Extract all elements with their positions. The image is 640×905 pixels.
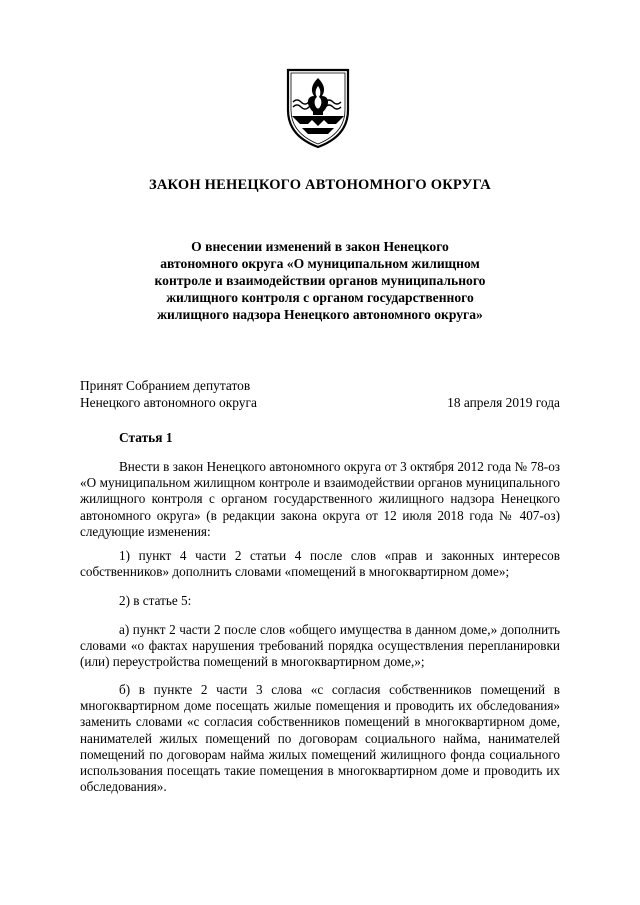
text-line: словами «о фактах нарушения требований порядка осуществления перепланировки (80, 638, 560, 654)
text-line: использования посещать такие помещения в многоквартирном доме и проводить их (80, 762, 560, 778)
law-subtitle (80, 238, 560, 323)
text-line: автономного округа» (в редакции закона округа от 12 июля 2018 года № 407-оз) (80, 507, 560, 523)
adoption-date: 18 апреля 2019 года (447, 395, 560, 410)
paragraph-intro (80, 459, 560, 540)
text-line: обследования». (80, 779, 167, 795)
text-line: собственников» дополнить словами «помещений в многоквартирном доме»; (80, 564, 510, 580)
subtitle-line: О внесении изменений в закон Ненецкого (191, 239, 449, 254)
text-line: (или) переустройства помещений в многоквартирном доме,»; (80, 654, 425, 670)
text-line: жилищного контроля с органом государственного жилищного надзора Ненецкого (80, 491, 560, 507)
article-heading: Статья 1 (119, 430, 173, 445)
paragraph-item-2a (80, 622, 560, 671)
text-line: б) в пункте 2 части 3 слова «с согласия собственников помещений в (119, 682, 560, 697)
text-line: а) пункт 2 части 2 после слов «общего имущества в данном доме,» дополнить (119, 622, 560, 637)
subtitle-line: автономного округа «О муниципальном жилищном (160, 256, 480, 271)
law-title: ЗАКОН НЕНЕЦКОГО АВТОНОМНОГО ОКРУГА (149, 177, 491, 193)
adoption-line: Ненецкого автономного округа (80, 395, 257, 410)
subtitle-line: жилищного контроля с органом государственного (166, 290, 474, 305)
text-line: «О муниципальном жилищном контроле и взаимодействии органов муниципального (80, 475, 560, 491)
text-line: 1) пункт 4 части 2 статьи 4 после слов «прав и законных интересов (119, 548, 560, 563)
text-line: помещений по договорам найма жилых помещений жилищного фонда социального (80, 746, 560, 762)
text-line: Внести в закон Ненецкого автономного округа от 3 октября 2012 года № 78-оз (119, 459, 560, 474)
text-line: нанимателей жилых помещений по договорам социального найма, нанимателей (80, 730, 560, 746)
adoption-line: Принят Собранием депутатов (80, 378, 251, 393)
text-line: 2) в статье 5: (119, 593, 192, 608)
subtitle-line: контроле и взаимодействии органов муниципального (154, 273, 486, 288)
text-line: многоквартирном доме посещать жилые помещения и проводить их обследования» (80, 698, 560, 714)
nenets-coat-of-arms-icon (284, 66, 352, 150)
adoption-note (80, 377, 257, 411)
paragraph-item-2b (80, 682, 560, 795)
text-line: заменить словами «с согласия собственников помещений в многоквартирном доме, (80, 714, 560, 730)
text-line: следующие изменения: (80, 523, 211, 539)
subtitle-line: жилищного надзора Ненецкого автономного округа» (157, 307, 483, 322)
paragraph-item-2 (80, 593, 560, 609)
paragraph-item-1 (80, 548, 560, 580)
